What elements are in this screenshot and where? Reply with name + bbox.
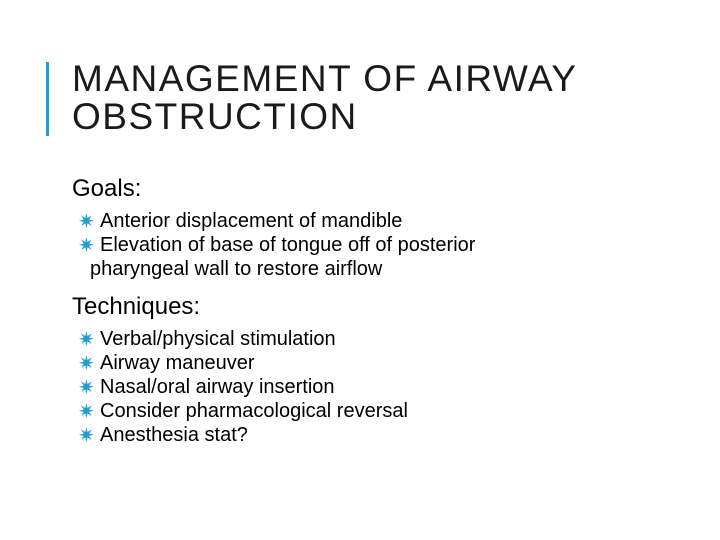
asterisk-star-icon: ✷ [78,399,95,423]
list-item [74,209,682,233]
slide-content [72,175,682,459]
goals-section [72,175,682,281]
list-item-label-continuation: pharyngeal wall to restore airflow [90,258,383,280]
list-item [74,399,682,423]
slide-title-line-2: OBSTRUCTION [72,96,358,137]
list-item [74,375,682,399]
list-item-label: Anesthesia stat? [100,424,248,446]
techniques-list [72,327,682,447]
goals-heading: Goals: [72,175,142,202]
asterisk-star-icon: ✷ [78,233,95,257]
list-item [74,351,682,375]
goals-list [72,209,682,281]
slide-title-line-1: MANAGEMENT OF AIRWAY [72,58,578,99]
list-item [74,233,682,281]
techniques-heading: Techniques: [72,293,201,320]
list-item-label: Consider pharmacological reversal [100,400,408,422]
techniques-section [72,293,682,447]
slide-title [72,60,692,136]
list-item [74,423,682,447]
list-item-label: Elevation of base of tongue off of posterior [100,234,476,256]
asterisk-star-icon: ✷ [78,351,95,375]
list-item [74,327,682,351]
asterisk-star-icon: ✷ [78,375,95,399]
asterisk-star-icon: ✷ [78,423,95,447]
title-accent-bar [46,62,49,136]
list-item-label: Verbal/physical stimulation [100,328,336,350]
list-item-label: Airway maneuver [100,352,255,374]
asterisk-star-icon: ✷ [78,327,95,351]
list-item-label: Anterior displacement of mandible [100,210,403,232]
list-item-label: Nasal/oral airway insertion [100,376,335,398]
asterisk-star-icon: ✷ [78,209,95,233]
